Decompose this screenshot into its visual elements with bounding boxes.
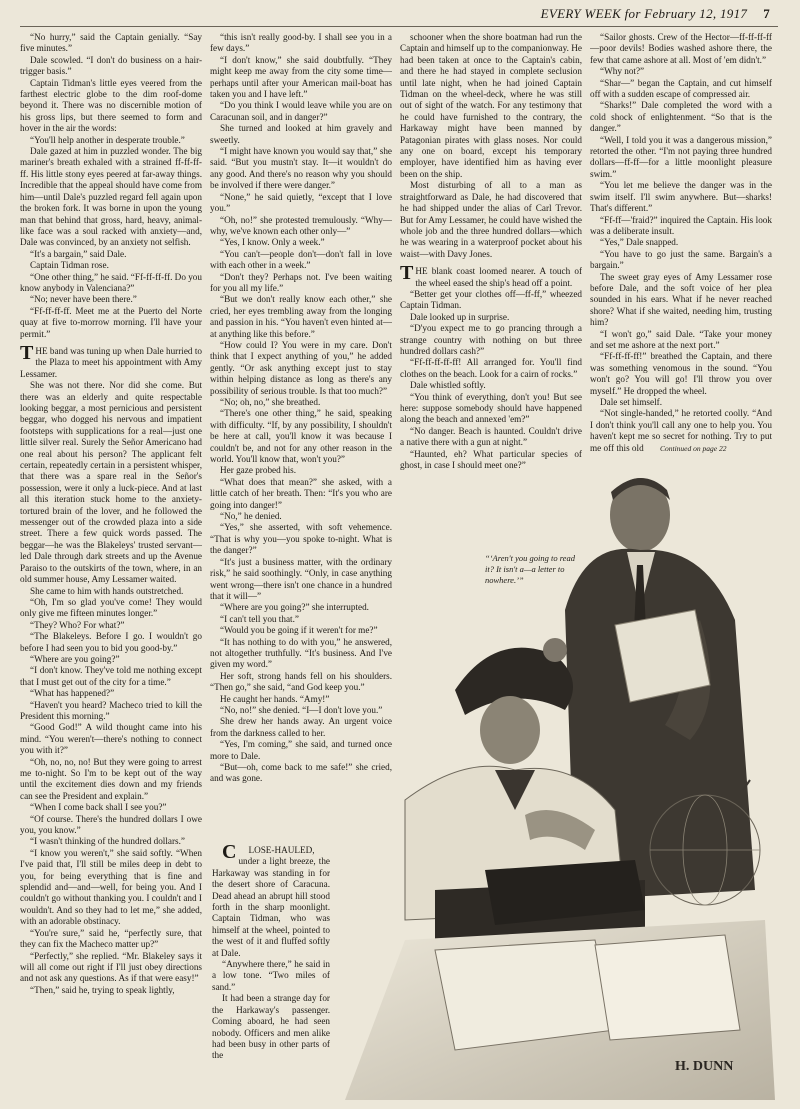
paragraph: “How could I? You were in my care. Don't think that I expect anything of you,” he added gently. “Or ask anything except just to stay within helping distance as long as there's any possibility of serious trouble. Is that too much?”	[210, 339, 392, 396]
paragraph: He caught her hands. “Amy!”	[220, 693, 330, 704]
paragraph: “What has happened?”	[30, 688, 115, 699]
header-title: EVERY WEEK for February 12, 1917	[540, 6, 748, 21]
paragraph: “Better get your clothes off—ff-ff,” wheezed Captain Tidman.	[400, 288, 582, 311]
paragraph: “Well, I told you it was a dangerous mission,” retorted the other. “I'm not paying three hundred dollars—ff-ff—for a little moonlight pleasure swim.”	[590, 134, 772, 179]
continued-note: Continued on page 22	[660, 444, 727, 453]
paragraph	[212, 845, 330, 959]
paragraph: “No; oh, no,” she breathed.	[220, 397, 321, 407]
paragraph: “I know you weren't,” she said softly. “When I've paid that, I'll still be miles deep in debt to you, for being everything that is fine and splendid and—and—well, for being you. And I couldn't go without thanking you. I couldn't and I wouldn't. And so they had to let me,” she added, with an adorable obstinacy.	[20, 847, 202, 927]
paragraph: “Not single-handed,” he retorted coolly. “And I don't think you'll call any one to help you. You haven't kept me so secret for nothing. Try to put me off this old	[590, 408, 772, 453]
paragraph: She drew her hands away. An urgent voice from the darkness called to her.	[210, 716, 392, 738]
column-4	[590, 32, 772, 472]
paragraph: “Ff-ff-ff-ff!” breathed the Captain, and there was something venomous in the sound. “You won't go? You will go! I'll throw you over myself.” He dropped the wheel.	[590, 351, 772, 396]
paragraph: “I don't know. They've told me nothing except that I must get out of the city for a time.”	[20, 665, 202, 687]
paragraph: “You can't—people don't—don't fall in love with each other in a week.”	[210, 248, 392, 271]
paragraph: “Haven't you heard? Macheco tried to kill the President this morning.”	[20, 699, 202, 721]
paragraph: “I wasn't thinking of the hundred dollars.”	[30, 836, 185, 847]
paragraph: Dale set himself.	[600, 397, 662, 407]
paragraph: “I can't tell you that.”	[220, 613, 299, 624]
paragraph: “No, no!” she denied. “I—I don't love you.”	[220, 704, 383, 715]
paragraph: “No danger. Beach is haunted. Couldn't drive a native there with a gun at night.”	[400, 425, 582, 448]
paragraph: “None,” he said quietly, “except that I love you.”	[210, 191, 392, 214]
paragraph: “You think of everything, don't you! But see here: suppose somebody should have happened along the beach and annexed 'em?”	[400, 391, 582, 425]
paragraph: “Where are you going?” she interrupted.	[220, 602, 369, 613]
paragraph: “Sharks!” Dale completed the word with a cold shock of enlightenment. “So that is the danger.”	[590, 100, 772, 134]
paragraph: “I won't go,” said Dale. “Take your money and set me ashore at the next port.”	[590, 328, 772, 350]
paragraph: “You let me believe the danger was in the swim itself. I'll swim anywhere. But—sharks! That's different.”	[590, 180, 772, 214]
paragraph: “Yes, I know. Only a week.”	[220, 237, 325, 248]
paragraph: “Haunted, eh? What particular species of ghost, in case I should meet one?”	[400, 448, 582, 471]
col1-part-b	[20, 341, 202, 996]
paragraph: It had been a strange day for the Harkaway's passenger. Coming aboard, he had seen nobody. Officers and men alike had been busy in other parts of the	[212, 993, 330, 1061]
paragraph	[20, 341, 202, 380]
paragraph: “Sailor ghosts. Crew of the Hector—ff-ff-ff-ff—poor devils! Bodies washed ashore there, the few that came ashore at all. Most of 'em didn't.”	[590, 32, 772, 65]
paragraph: “The Blakeleys. Before I go. I wouldn't go before I had seen you to bid you good-by.”	[20, 631, 202, 653]
paragraph: “Then,” said he, trying to speak lightly,	[30, 984, 175, 995]
paragraph: “I might have known you would say that,” she said. “But you mustn't stay. It—it wouldn't do any good. And there's no reason why you should be involved if there were danger.”	[210, 146, 392, 191]
col1-part-a	[20, 32, 202, 340]
letter-paper	[615, 610, 710, 702]
paragraph: “But—oh, come back to me safe!” she cried, and was gone.	[210, 762, 392, 784]
paragraph: “Shar—” began the Captain, and cut himself off with a sudden escape of compressed air.	[590, 77, 772, 100]
paragraph: “Don't they? Perhaps not. I've been waiting for you all my life.”	[210, 271, 392, 293]
paragraph: “Good God!” A wild thought came into his mind. “You weren't—there's nothing to connect you with it?”	[20, 722, 202, 756]
paragraph: “Why not?”	[600, 66, 645, 77]
paragraph: “Oh, no, no, no! But they were going to arrest me to-night. So I'm to be kept out of the way until the excitement dies down and my friends can see the President and explain.”	[20, 756, 202, 801]
paragraph: “Would you be going if it weren't for me?”	[220, 625, 378, 636]
paragraph: “Oh, no!” she protested tremulously. “Why—why, we've known each other only—”	[210, 214, 392, 236]
paragraph	[400, 262, 582, 289]
paragraph: “Where are you going?”	[30, 653, 120, 664]
paragraph: Dale gazed at him in puzzled wonder. The big mariner's breath exhaled with a strained ff-ff-ff-ff. His little stony eyes peered at far-away things. Incredible that the appeal should have come from him—until Dale's puzzled regard fell again upon the broken fork. It was borne in upon the young man that behind that gross, hard, heavy, animal-like face was a soul racked with anxiety—and, Dale was convinced, by an anxiety not selfish.	[20, 146, 202, 248]
column-3	[400, 32, 582, 512]
paragraph: “Ff-ff-ff-ff-ff! All arranged for. You'll find clothes on the beach. Look for a cairn of rocks.”	[400, 357, 582, 379]
paragraph: “It's just a business matter, with the ordinary risk,” he said soothingly. “Only, in case anything went wrong—there isn't one chance in a hundred that it will—”	[210, 556, 392, 601]
paragraph: “this isn't really good-by. I shall see you in a few days.”	[210, 32, 392, 54]
paragraph: “Ff-ff—'fraid?” inquired the Captain. His look was a deliberate insult.	[590, 214, 772, 236]
paragraph: “They? Who? For what?”	[30, 619, 125, 630]
column-1	[20, 32, 202, 1102]
artist-signature: H. DUNN	[675, 1059, 734, 1074]
paragraph: She turned and looked at him gravely and sweetly.	[210, 123, 392, 145]
paragraph: “Yes,” she asserted, with soft vehemence. “That is why you—you spoke to-night. What is the danger?”	[210, 522, 392, 556]
paragraph: Dale scowled. “I don't do business on a hair-trigger basis.”	[20, 54, 202, 77]
paragraph: “I don't know,” she said doubtfully. “They might keep me away from the city some time—perhaps until after your American mail-boat has taken you and I have left.”	[210, 54, 392, 100]
paragraph: “You have to go just the same. Bargain's a bargain.”	[590, 248, 772, 271]
column-2-bottom	[212, 845, 330, 1095]
paragraph: “What does that mean?” she asked, with a little catch of her breath. Then: “It's you who are going into danger!”	[210, 476, 392, 510]
paragraph: “No hurry,” said the Captain genially. “Say five minutes.”	[20, 32, 202, 54]
page-number: 7	[763, 6, 770, 21]
paragraph: Dale whistled softly.	[410, 380, 486, 391]
paragraph: “Of course. There's the hundred dollars I owe you, you know.”	[20, 813, 202, 836]
paragraph: Captain Tidman's little eyes veered from the farthest electric globe to the dim roof-dome beyond it. There was no discernible motion of his gross lips, but there seemed to form and hover in the air the words:	[20, 77, 202, 134]
paragraph: “Yes,” Dale snapped.	[600, 237, 679, 248]
running-header	[541, 6, 770, 22]
paragraph: “It's a bargain,” said Dale.	[30, 248, 127, 259]
paragraph: “No,” he denied.	[220, 511, 282, 522]
paragraph: “There's one other thing,” he said, speaking with difficulty. “If, by any possibility, I shouldn't be here at call, you'll know it was because I couldn't be, and not for any other reason in the world. You'll know that, won't you?”	[210, 408, 392, 465]
paragraph: “Do you think I would leave while you are on Caracunan soil, and in danger?”	[210, 100, 392, 122]
paragraph-text: HE blank coast loomed nearer. A touch of the wheel eased the ship's head off a point.	[415, 266, 582, 288]
illustration-caption: “‘Aren't you going to read it? It isn't a—a letter to nowhere.’”	[485, 553, 575, 585]
drop-cap: C	[222, 845, 237, 863]
col4-text	[590, 32, 772, 454]
paragraph: Captain Tidman rose.	[30, 260, 109, 271]
paragraph: Dale looked up in surprise.	[410, 311, 510, 322]
drop-cap: T	[400, 262, 414, 285]
paragraph: She was not there. Nor did she come. But there was an elderly and quite respectable looking beggar, a most pernicious and persistent beggar, who dogged his nervous and impatient footsteps with supplications for a real—just one little silver real. Surely the Señor Americano had one real about his person? The applicant felt certain, repeatedly certain in a persistent whisper, that there was a spare real in the Señor's possession, were it only a luck-piece. And at last all this iteration stuck home to the anxiety-tortured brain of the lover, and he followed the messenger out of the crowded plaza into a side street. There a few quick words passed. The beggar—he was the Blakeleys' trusted servant—led Dale through dark streets and up the Avenue Paraiso to the outskirts of the town, where, in an old summer house, Amy Lessamer waited.	[20, 380, 202, 585]
header-rule	[20, 26, 778, 27]
paragraph: “Ff-ff-ff-ff. Meet me at the Puerto del Norte quay at five to-morrow morning. I'll have your permit.”	[20, 305, 202, 339]
paragraph: schooner when the shore boatman had run the Captain and himself up to the companionway. He had been taken at once to the Captain's cabin, and there he had stayed in complete seclusion until late night, when he had joined Captain Tidman on the wheel-deck, where he was still out of sight of the watch. For any testimony that he could have furnished to the contrary, the Harkaway might have been manned by Patagonian pirates with glass noses. Nor could any one on board, except his temporary employer, have identified him as having ever been on the ship.	[400, 32, 582, 179]
paragraph: “Perfectly,” she replied. “Mr. Blakeley says it will all come out right if I'll just obey directions and not ask any questions. As if that were easy!”	[20, 950, 202, 984]
paragraph: “Anywhere there,” he said in a low tone. “Two miles of sand.”	[212, 959, 330, 992]
paragraph-text: HE band was tuning up when Dale hurried to the Plaza to meet his appointment with Amy Lessamer.	[20, 345, 202, 379]
paragraph: “When I come back shall I see you?”	[30, 802, 167, 813]
paragraph: “Yes, I'm coming,” she said, and turned once more to Dale.	[210, 739, 392, 761]
paragraph: She came to him with hands outstretched.	[30, 585, 184, 596]
paragraph: Her gaze probed his.	[220, 465, 297, 476]
drop-cap: T	[20, 341, 34, 364]
col2b-text	[212, 845, 330, 1062]
paragraph: Most disturbing of all to a man as straightforward as Dale, he had discovered that he had shipped under the alias of Carl Trevor. But for Amy Lessamer, he could have wished the whole job and the three hundred dollars—which he was wearing in a waterproof pocket about his waist—with Davy Jones.	[400, 180, 582, 259]
col3-text	[400, 32, 582, 471]
paragraph: “It has nothing to do with you,” he answered, not altogether truthfully. “It's business. And I've given my word.”	[210, 636, 392, 670]
paragraph: “You'll help another in desperate trouble.”	[30, 134, 185, 145]
paragraph: “Oh, I'm so glad you've come! They would only give me fifteen minutes longer.”	[20, 596, 202, 619]
paragraph-text: LOSE-HAULED, under a light breeze, the Harkaway was standing in for the desert shore of Caracuna. Dead ahead an abrupt hill stood forth in the sharp moonlight. Captain Tidman, who was himself at the wheel, pointed to the west of it and fluffed softly at Dale.	[212, 845, 330, 958]
paragraph: “No; never have been there.”	[30, 294, 137, 305]
paragraph: “But we don't really know each other,” she cried, her eyes trembling away from the longing and passion in his. “You haven't even hinted at—at anything like this before.”	[210, 294, 392, 339]
paragraph: Her soft, strong hands fell on his shoulders. “Then go,” she said, “and God keep you.”	[210, 670, 392, 693]
paragraph: “One other thing,” he said. “Ff-ff-ff-ff. Do you know anybody in Valenciana?”	[20, 271, 202, 293]
paragraph: “You're sure,” said he, “perfectly sure, that they can fix the Macheco matter up?”	[20, 927, 202, 950]
paragraph: The sweet gray eyes of Amy Lessamer rose before Dale, and the soft voice of her plea sounded in his ears. What if he never reached shore? What if she waited, needing him, trusting him?	[590, 271, 772, 328]
paragraph: “D'you expect me to go prancing through a strange country with nothing on but three hundred dollars cash?”	[400, 323, 582, 356]
